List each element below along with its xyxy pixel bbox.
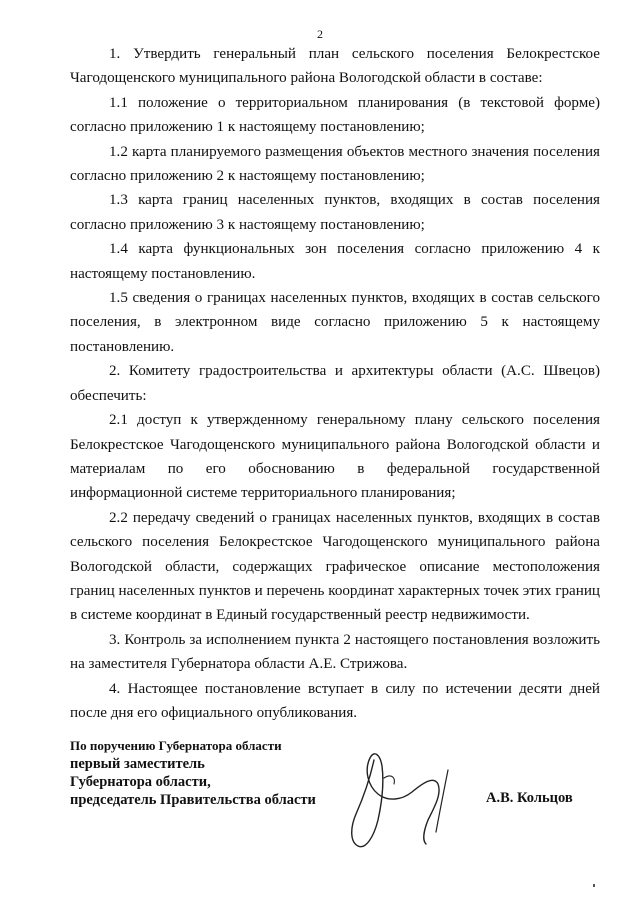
paragraph-2: 2. Комитету градостроительства и архитектуры области (А.С. Швецов) обеспечить: (70, 363, 600, 404)
paragraph-1-1: 1.1 положение о территориальном планирования (в текстовой форме) согласно приложению 1 к настоящему постановлению; (70, 94, 600, 136)
paragraph-1-5: 1.5 сведения о границах населенных пунктов, входящих в состав сельского поселения, в электронном виде согласно приложению 5 к настоящему постановлению. (70, 290, 600, 355)
paragraph-2-1: 2.1 доступ к утвержденному генеральному плану сельского поселения Белокрестское Чагодощенского муниципального района Вологодской области и материалам по его обоснованию в федеральной государственной информационной системе территориального планирования; (70, 412, 600, 502)
paragraph-1: 1. Утвердить генеральный план сельского поселения Белокрестское Чагодощенского муниципального района Вологодской области в составе: (70, 46, 600, 87)
scan-mark (593, 884, 595, 887)
signatory-title-line-2: Губернатора области, (70, 774, 211, 790)
handwritten-signature (330, 740, 480, 860)
paragraph-2-2: 2.2 передачу сведений о границах населенных пунктов, входящих в состав сельского поселения Белокрестское Чагодощенского муниципального района Вологодской области, содержащих графическое описание местоположения границ населенных пунктов и перечень координат характерных точек этих границ в системе координат в Единый государственный реестр недвижимости. (70, 509, 600, 624)
paragraph-1-3: 1.3 карта границ населенных пунктов, входящих в состав поселения согласно приложению 3 к настоящему постановлению; (70, 192, 600, 233)
paragraph-1-4: 1.4 карта функциональных зон поселения согласно приложению 4 к настоящему постановлению. (70, 241, 600, 282)
paragraph-3: 3. Контроль за исполнением пункта 2 настоящего постановления возложить на заместителя Губернатора области А.Е. Стрижова. (70, 631, 600, 673)
document-body (70, 42, 600, 725)
paragraph-1-2: 1.2 карта планируемого размещения объектов местного значения поселения согласно приложению 2 к настоящему постановлению; (70, 143, 600, 185)
paragraph-4: 4. Настоящее постановление вступает в силу по истечении десяти дней после дня его официального опубликования. (70, 680, 600, 721)
signer-name: А.В. Кольцов (486, 790, 573, 806)
signature-block (70, 737, 316, 809)
signatory-authority: По поручению Губернатора области (70, 738, 282, 753)
signatory-title-line-3: председатель Правительства области (70, 792, 316, 808)
page-number: 2 (317, 27, 323, 41)
signatory-title-line-1: первый заместитель (70, 756, 205, 772)
